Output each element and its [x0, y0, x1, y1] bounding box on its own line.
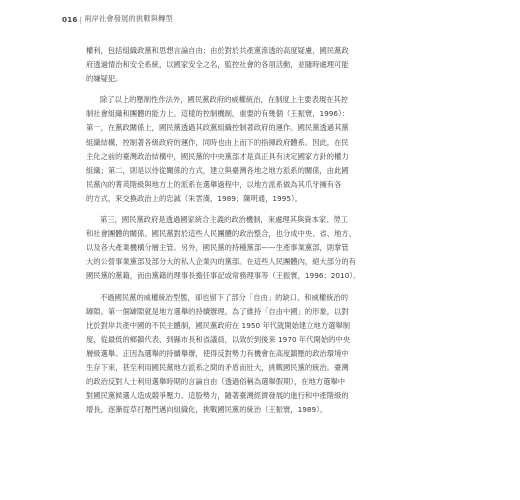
text-line: 對國民黨候選人造成競爭壓力。這股勢力，隨著臺灣經濟發展的進行和中產階級的 [86, 391, 349, 401]
text-line: 制社會組織和團體的能力上。這樣的控制機制，重要的有幾個（王振寰，1996）： [86, 109, 350, 119]
text-line: 第三，國民黨政府是透過國家統合主義的政治機制，來處理其與資本家、勞工 [100, 215, 349, 225]
book-title: 兩岸社會發展的挑戰與轉型 [84, 14, 173, 23]
text-line: 生存下來，甚至利用國民黨地方派系之間的矛盾而壯大，挑戰國民黨的統治。臺灣 [86, 362, 349, 372]
text-line: 的方式，來交換政治上的忠誠（朱雲漢，1989；陳明通，1995）。 [86, 193, 302, 203]
text-line: 以及各大產業機構分層主管。另外，國民黨的持種黨部——生產事業黨部，則掌管 [86, 243, 349, 253]
text-line: 罅隙。第一個罅隙就是地方選舉的持續辦理。為了維持「自由中國」的形象，以對 [86, 306, 349, 316]
running-header [62, 14, 173, 24]
text-line: 大的公營事業黨部及部分大的私人企業內的黨部。在這些人民團體內，絕大部分的有 [86, 257, 356, 267]
page-number: 016 [62, 14, 78, 24]
text-line: 第一，在黨政關係上，國民黨透過其政黨組織控制著政府的運作。國民黨透過其黨 [86, 123, 349, 133]
paragraph-2 [86, 93, 438, 206]
text-line: 比於對岸共產中國的不民主體制，國民黨政府在 1950 年代就開始建立地方選舉制 [86, 320, 351, 330]
text-line: 組織結構，控制著各級政府的運作，同時也由上而下的指揮政府體系。因此，在民 [86, 137, 349, 147]
text-line: 度，從最低的鄉鎮代表、到縣市長和省議員，以致於到後來 1970 年代開始的中央 [86, 334, 351, 344]
text-line: 和社會團體的關係。國民黨對於這些人民團體的政治整合，也分成中央、省、地方、 [86, 229, 356, 239]
text-line: 的政治反對人士利用選舉時期的言論自由（透過俗稱為選舉假期），在地方選舉中 [86, 377, 346, 387]
text-line: 主化之前的臺灣政治結構中，國民黨的中央黨部才是真正具有決定國家方針的權力 [86, 151, 349, 161]
text-line: 民黨內的菁英階級與地方上的派系在選舉過程中，以地方派系做為其爪牙擁有各 [86, 179, 342, 189]
header-separator: | [79, 14, 83, 24]
text-line: 層級選舉。正因為選舉的持續舉辦，使得反對勢力有機會在高度鎮壓的政治環境中 [86, 348, 349, 358]
paragraph-4 [86, 291, 438, 418]
text-line: 國民黨的黨籍，而由黨籍的理事長擔任事記或常務理事等（王振寰，1996；2010）。 [86, 271, 361, 281]
text-line: 權利，包括組織政黨和思想言論自由；由於對於共產黨滲透的高度疑慮，國民黨政 [86, 46, 349, 55]
text-line: 除了以上的壓制性作法外，國民黨政府的威權統治，在制度上主要表現在其控 [100, 95, 349, 105]
paragraph-1 [86, 44, 438, 86]
text-line: 的嫌疑犯。 [86, 74, 123, 84]
text-line: 組織；第二，則是以侍從關係的方式，建立與臺灣各地之地方派系的關係，由此國 [86, 165, 349, 175]
body-text [86, 44, 438, 417]
paragraph-3 [86, 213, 438, 283]
text-line: 不過國民黨的威權統治型態，卻也留下了部分「自由」的缺口，和威權統治的 [100, 292, 349, 302]
text-line: 增長，逐漸從草打壓門邁向組織化，挑戰國民黨的統治（王振寰，1989）。 [86, 405, 328, 415]
text-line: 府透過情治和安全系統，以國家安全之名，監控社會的各項活動，並隨時處理可能 [86, 60, 349, 70]
